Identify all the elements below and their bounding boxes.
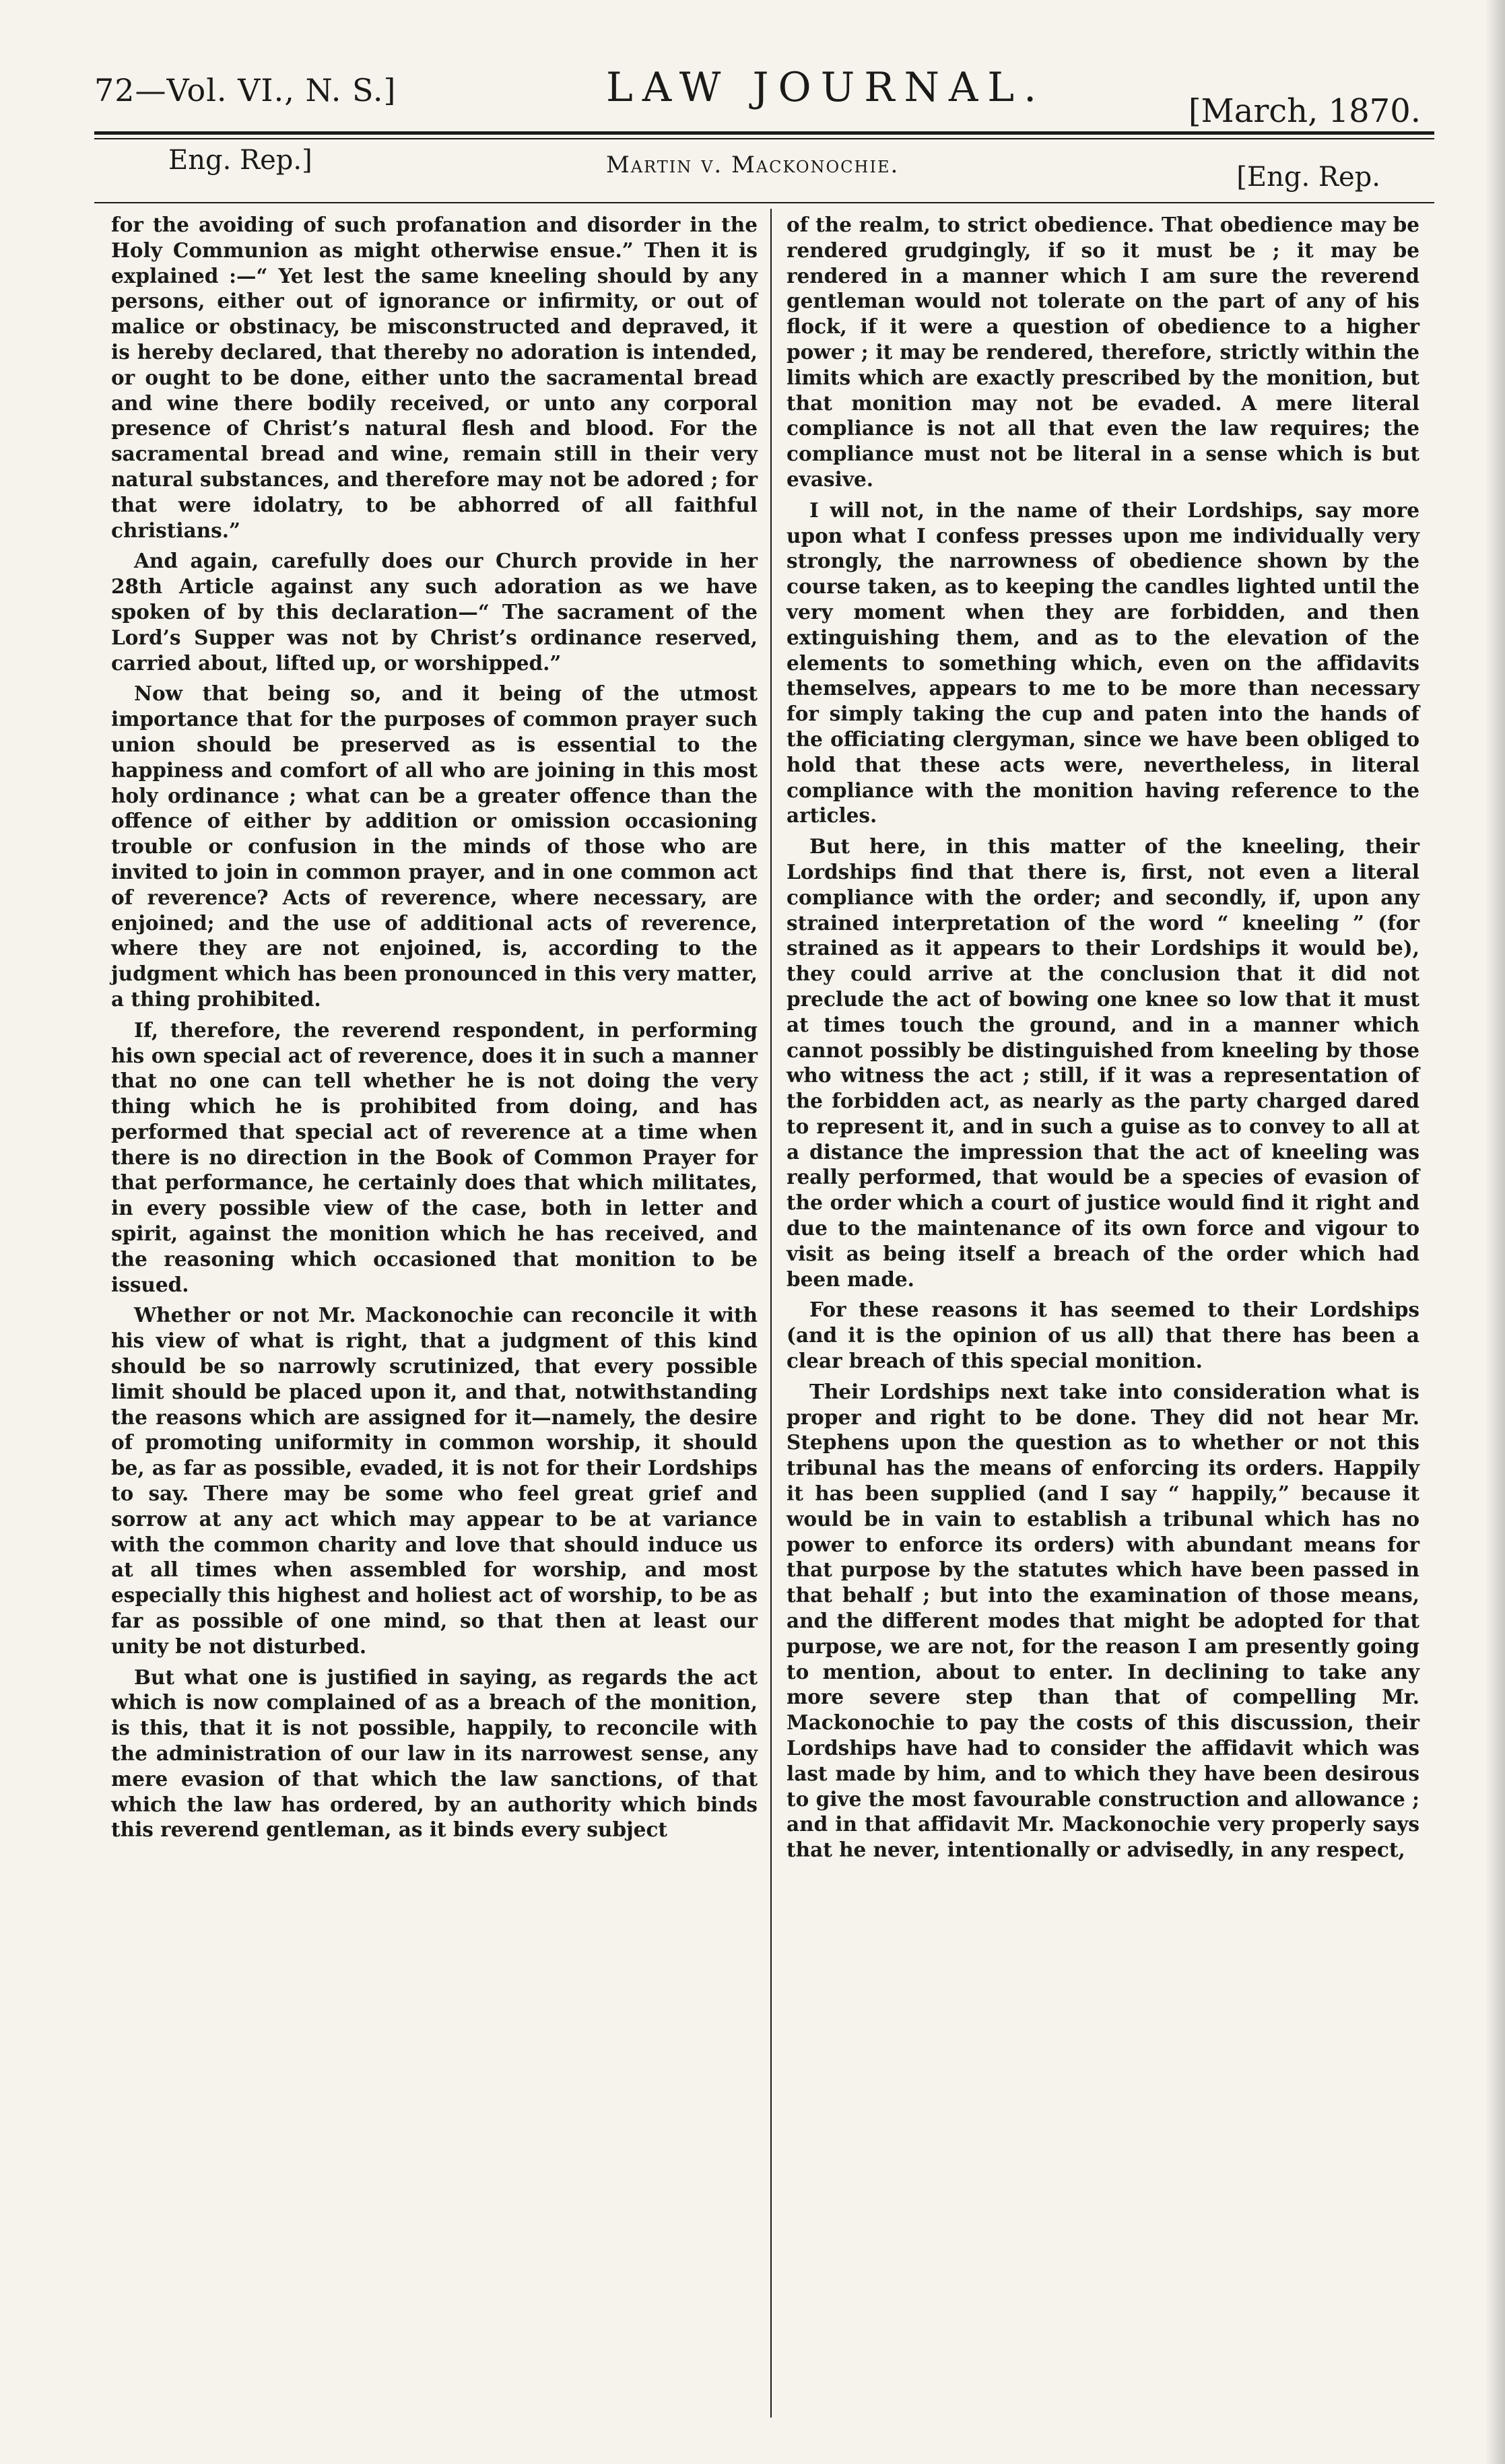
- masthead: [94, 64, 1434, 130]
- subhead-rule: [94, 202, 1434, 203]
- issue-date: [March, 1870.: [1188, 92, 1421, 130]
- left-column: [111, 212, 758, 1848]
- volume-label: 72—Vol. VI., N. S.]: [94, 72, 397, 108]
- paragraph: I will not, in the name of their Lordships, say more upon what I confess presses upon me individually very strongly, the narrowness of obedience shown by the course taken, as to keeping the candles lighted until the very moment when they are forbidden, and then extinguishing them, and as to the elevation of the elements to something which, even on the affidavits themselves, appears to me to be more than necessary for simply taking the cup and paten into the hands of the officiating clergyman, since we have been obliged to hold that these acts were, nevertheless, in literal compliance with the monition having reference to the articles.: [787, 498, 1419, 828]
- journal-title: LAW JOURNAL.: [606, 64, 1046, 111]
- paragraph: Now that being so, and it being of the utmost importance that for the purposes of common prayer such union should be preserved as is essential to the happiness and comfort of all who are joining in this most holy ordinance ; what can be a greater offence than the offence of either by addition or omission occasioning trouble or confusion in the minds of those who are invited to join in common prayer, and in one common act of reverence? Acts of reverence, where necessary, are enjoined; and the use of additional acts of reverence, where they are not enjoined, is, according to the judgment which has been pronounced in this very matter, a thing prohibited.: [111, 681, 758, 1011]
- report-section-left: Eng. Rep.]: [168, 145, 312, 176]
- running-head: [135, 145, 1380, 192]
- right-column: [787, 212, 1419, 1868]
- column-divider: [770, 209, 772, 2418]
- case-name: Martin v. Mackonochie.: [606, 152, 900, 178]
- paragraph: And again, carefully does our Church provide in her 28th Article against any such adoration as we have spoken of by this declaration—“ The sacrament of the Lord’s Supper was not by Christ’s ordinance reserved, carried about, lifted up, or worshipped.”: [111, 549, 758, 675]
- page-edge-shadow: [1485, 0, 1505, 2464]
- paragraph: For these reasons it has seemed to their Lordships (and it is the opinion of us all) that there has been a clear breach of this special monition.: [787, 1298, 1419, 1373]
- paragraph: of the realm, to strict obedience. That obedience may be rendered grudgingly, if so it must be ; it may be rendered in a manner which I am sure the reverend gentleman would not tolerate on the part of any of his flock, if it were a question of obedience to a higher power ; it may be rendered, therefore, strictly within the limits which are exactly prescribed by the monition, but that monition may not be evaded. A mere literal compliance is not all that even the law requires; the compliance must not be literal in a sense which is but evasive.: [787, 213, 1419, 491]
- paragraph: But what one is justified in saying, as regards the act which is now complained of as a breach of the monition, is this, that it is not possible, happily, to reconcile with the administration of our law in its narrowest sense, any mere evasion of that which the law sanctions, of that which the law has ordered, by an authority which binds this reverend gentleman, as it binds every subject: [111, 1665, 758, 1842]
- report-section-right: [Eng. Rep.: [1236, 162, 1380, 193]
- header-rule-thick: [94, 131, 1434, 135]
- paragraph: If, therefore, the reverend respondent, in performing his own special act of reverence, does it in such a manner that no one can tell whether he is not doing the very thing which he is prohibited from doing, and has performed that special act of reverence at a time when there is no direction in the Book of Common Prayer for that performance, he certainly does that which militates, in every possible view of the case, both in letter and spirit, against the monition which he has received, and the reasoning which occasioned that monition to be issued.: [111, 1018, 758, 1296]
- paragraph: for the avoiding of such profanation and disorder in the Holy Communion as might otherwise ensue.” Then it is explained :—“ Yet lest the same kneeling should by any persons, either out of ignorance or infirmity, or out of malice or obstinacy, be misconstructed and depraved, it is hereby declared, that thereby no adoration is intended, or ought to be done, either unto the sacramental bread and wine there bodily received, or unto any corporal presence of Christ’s natural flesh and blood. For the sacramental bread and wine, remain still in their very natural substances, and therefore may not be adored ; for that were idolatry, to be abhorred of all faithful christians.”: [111, 213, 758, 542]
- paragraph: But here, in this matter of the kneeling, their Lordships find that there is, first, not even a literal compliance with the order; and secondly, if, upon any strained interpretation of the word “ kneeling ” (for strained as it appears to their Lordships it would be), they could arrive at the conclusion that it did not preclude the act of bowing one knee so low that it must at times touch the ground, and in a manner which cannot possibly be distinguished from kneeling by those who witness the act ; still, if it was a representation of the forbidden act, as nearly as the party charged dared to represent it, and in such a guise as to convey to all at a distance the impression that the act of kneeling was really performed, that would be a species of evasion of the order which a court of justice would find it right and due to the maintenance of its own force and vigour to visit as being itself a breach of the order which had been made.: [787, 834, 1419, 1291]
- paragraph: Whether or not Mr. Mackonochie can reconcile it with his view of what is right, that a judgment of this kind should be so narrowly scrutinized, that every possible limit should be placed upon it, and that, notwithstanding the reasons which are assigned for it—namely, the desire of promoting uniformity in common worship, it should be, as far as possible, evaded, it is not for their Lordships to say. There may be some who feel great grief and sorrow at any act which may appear to be at variance with the common charity and love that should induce us at all times when assembled for worship, and most especially this highest and holiest act of worship, to be as far as possible of one mind, so that then at least our unity be not disturbed.: [111, 1303, 758, 1658]
- header-rule-thin: [94, 138, 1434, 139]
- paragraph: Their Lordships next take into consideration what is proper and right to be done. They did not hear Mr. Stephens upon the question as to whether or not this tribunal has the means of enforcing its orders. Happily it has been supplied (and I say “ happily,” because it would be in vain to establish a tribunal which has no power to enforce its orders) with abundant means for that purpose by the statutes which have been passed in that behalf ; but into the examination of those means, and the different modes that might be adopted for that purpose, we are not, for the reason I am presently going to mention, about to enter. In declining to take any more severe step than that of compelling Mr. Mackonochie to pay the costs of this discussion, their Lordships have had to consider the affidavit which was last made by him, and to which they have been desirous to give the most favourable construction and allowance ; and in that affidavit Mr. Mackonochie very properly says that he never, intentionally or advisedly, in any respect,: [787, 1379, 1419, 1862]
